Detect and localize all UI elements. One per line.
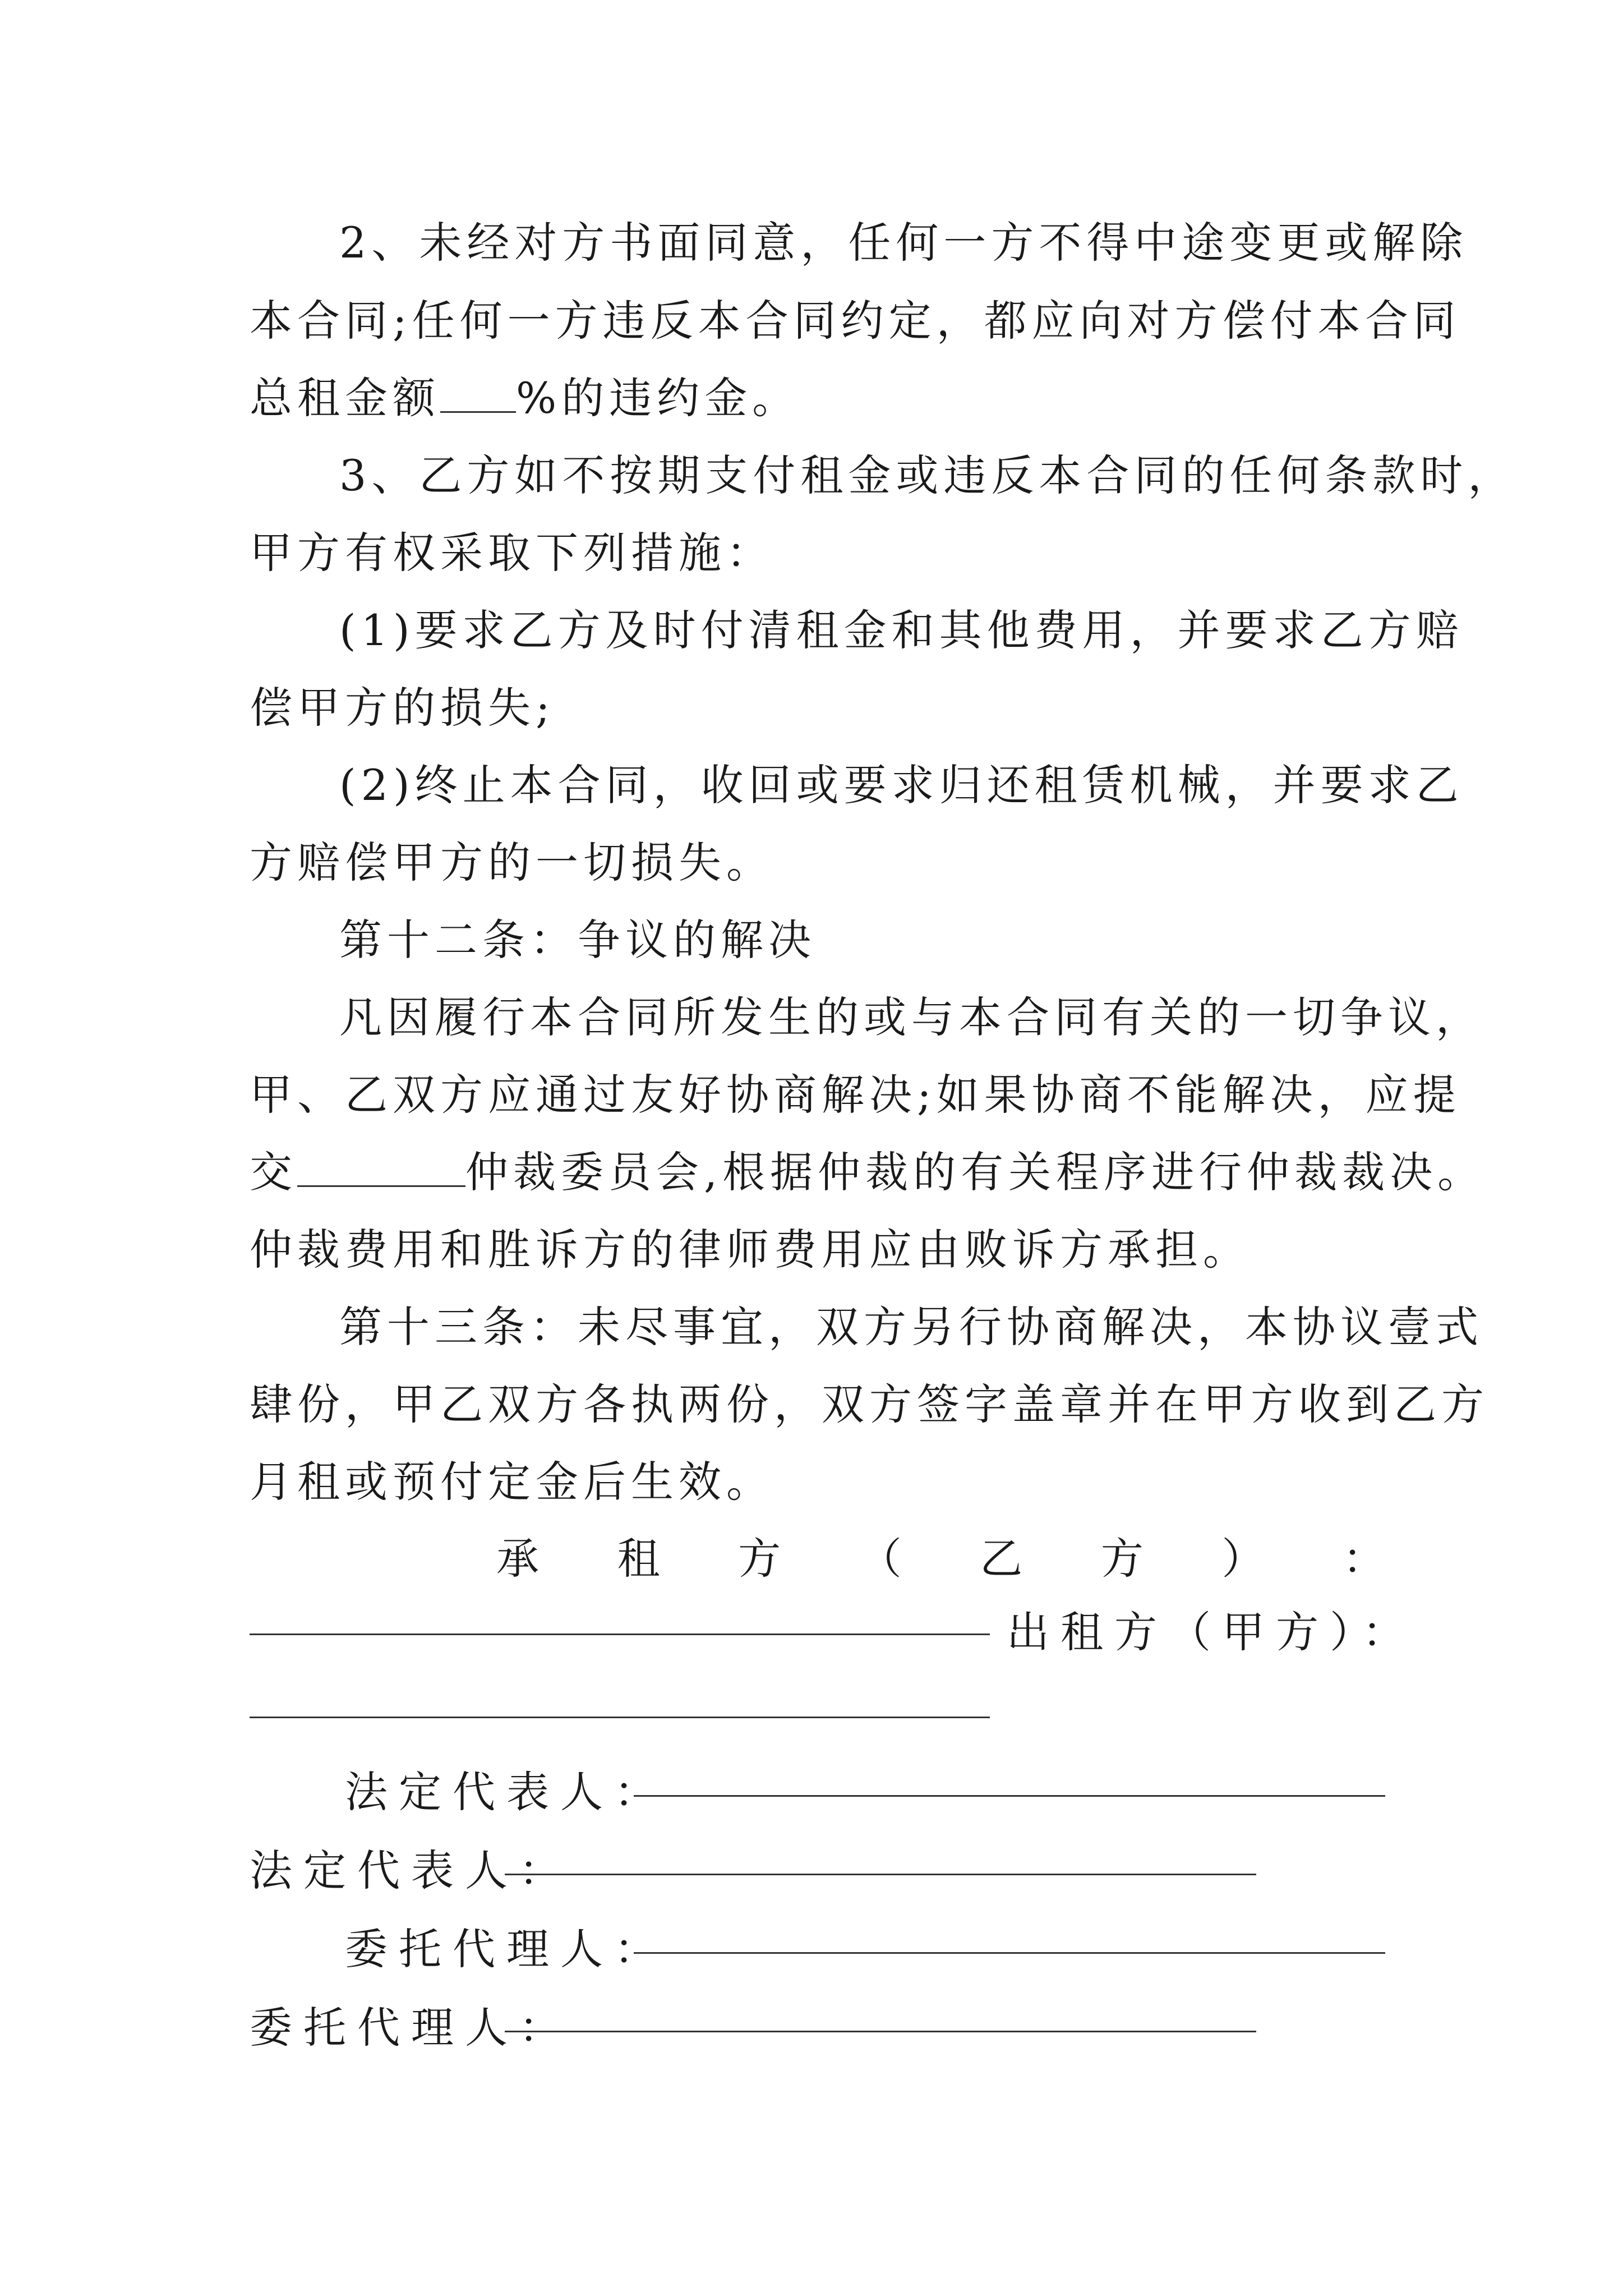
lessee-char: ： <box>1342 1533 1385 1584</box>
legal-rep-label-2: 法定代表人： <box>250 1846 573 1895</box>
clause3-item1-line1: (1)要求乙方及时付清租金和其他费用，并要求乙方赔 <box>339 605 1464 655</box>
lessor-signature-line[interactable] <box>250 1717 990 1718</box>
clause3-item1-line2: 偿甲方的损失; <box>250 683 555 733</box>
lessee-signature-line[interactable] <box>250 1634 990 1635</box>
lessee-char: 方 <box>738 1533 781 1584</box>
agent-line-2[interactable] <box>505 2031 1256 2032</box>
agent-label-1: 委托代理人： <box>345 1924 668 1974</box>
clause3-line2: 甲方有权采取下列措施： <box>250 528 774 578</box>
lessee-char: ） <box>1221 1533 1265 1584</box>
clause2-line3-text-b: %的违约金。 <box>516 373 800 423</box>
arbitration-commission-blank[interactable] <box>297 1152 465 1187</box>
article12-heading: 第十二条：争议的解决 <box>339 915 816 965</box>
legal-rep-line-2[interactable] <box>505 1874 1256 1875</box>
agent-line-1[interactable] <box>634 1952 1385 1954</box>
clause2-line3 <box>250 353 1385 443</box>
lessee-char: 租 <box>617 1533 660 1584</box>
article12-line3-text-b: 仲裁委员会,根据仲裁的有关程序进行仲裁裁决。 <box>465 1147 1486 1197</box>
lessee-char: 方 <box>1100 1533 1144 1584</box>
clause3-item2-line2: 方赔偿甲方的一切损失。 <box>250 838 774 887</box>
penalty-percent-blank[interactable] <box>440 378 516 413</box>
clause3-item2-line1: (2)终止本合同，收回或要求归还租赁机械，并要求乙 <box>339 760 1464 810</box>
agent-label-2: 委托代理人： <box>250 2003 573 2053</box>
legal-rep-line-1[interactable] <box>634 1795 1385 1797</box>
article13-line1: 第十三条：未尽事宜，双方另行协商解决，本协议壹式 <box>339 1302 1483 1352</box>
lessee-char: 乙 <box>980 1533 1023 1584</box>
clause2-line3-text-a: 总租金额 <box>250 373 440 423</box>
legal-rep-label-1: 法定代表人： <box>345 1767 668 1817</box>
lessee-label <box>496 1510 1385 1600</box>
lessee-char: （ <box>859 1533 902 1584</box>
article12-line2: 甲、乙双方应通过友好协商解决;如果协商不能解决，应提 <box>250 1070 1461 1120</box>
article12-line3-text-a: 交 <box>250 1147 297 1197</box>
article12-line4: 仲裁费用和胜诉方的律师费用应由败诉方承担。 <box>250 1225 1251 1274</box>
article13-line2: 肆份，甲乙双方各执两份，双方签字盖章并在甲方收到乙方 <box>250 1379 1489 1429</box>
clause3-line1: 3、乙方如不按期支付租金或违反本合同的任何条款时， <box>339 450 1516 500</box>
article13-line3: 月租或预付定金后生效。 <box>250 1457 774 1507</box>
article12-line3 <box>250 1128 1486 1217</box>
clause2-line1: 2、未经对方书面同意，任何一方不得中途变更或解除 <box>339 218 1468 268</box>
clause2-line2: 本合同;任何一方违反本合同约定，都应向对方偿付本合同 <box>250 296 1461 346</box>
article12-line1: 凡因履行本合同所发生的或与本合同有关的一切争议， <box>339 992 1483 1042</box>
lessee-char: 承 <box>496 1533 539 1584</box>
lessor-label: 出租方（甲方）： <box>1007 1607 1416 1657</box>
